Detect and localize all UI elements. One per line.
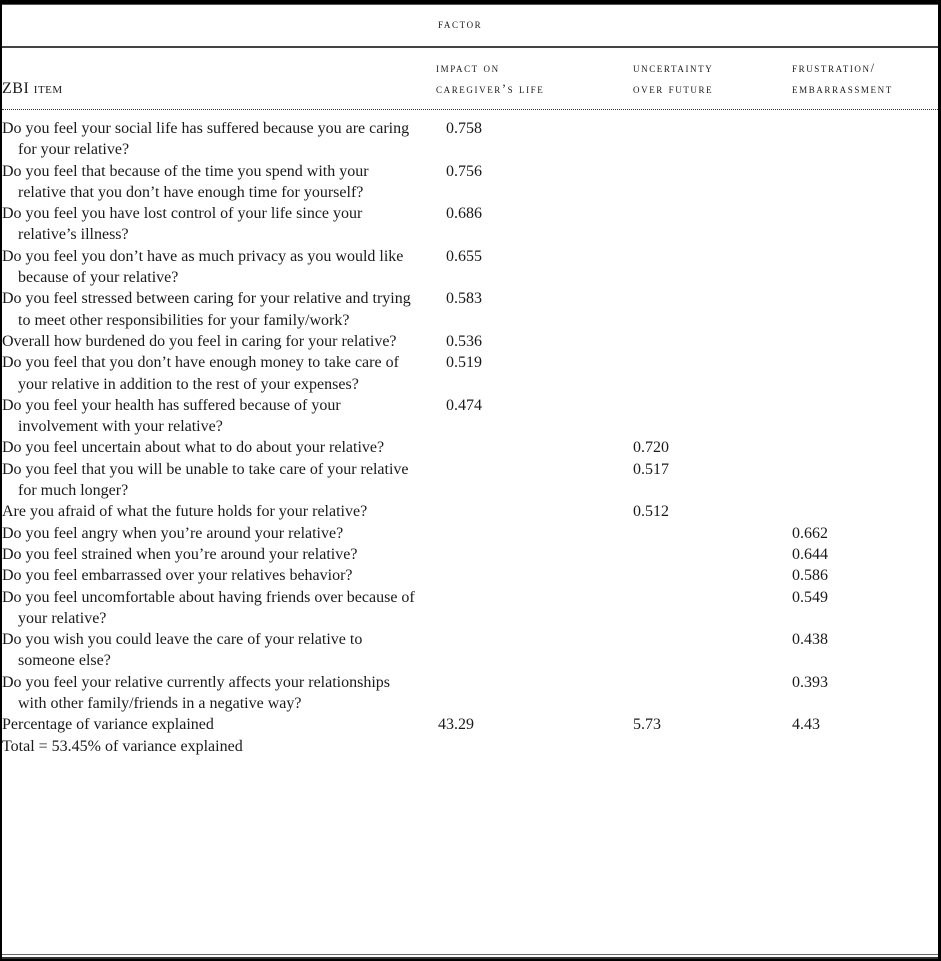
impact-loading: 43.29 [438, 716, 474, 734]
zbi-item-text: Overall how burdened do you feel in caring for your relative? [2, 332, 397, 350]
table-row [2, 672, 938, 715]
impact-loading: 0.474 [446, 396, 482, 414]
table-row [2, 331, 938, 352]
zbi-item-text: Are you afraid of what the future holds for your relative? [2, 503, 368, 521]
table-row [2, 118, 938, 161]
zbi-item-text: Do you feel your health has suffered because of your involvement with your relative? [2, 396, 341, 436]
column-header-line: uncertainty [633, 61, 714, 75]
zbi-item-text: Do you wish you could leave the care of your relative to someone else? [2, 631, 363, 670]
frustration-loading: 0.549 [792, 588, 828, 606]
zbi-item-text: Do you feel your social life has suffered because you are caring for your relative? [2, 120, 410, 159]
zbi-item-text: Do you feel strained when you’re around your relative? [2, 545, 358, 563]
column-header-zbi-item: ZBI item [2, 80, 63, 97]
bottom-rule-thick [2, 957, 938, 959]
table-row [2, 203, 938, 246]
frustration-loading: 0.586 [792, 567, 828, 585]
zbi-item-text: Do you feel angry when you’re around your relative? [2, 524, 344, 542]
zbi-item-text: Do you feel that because of the time you spend with your relative that you don’t have enough time for yourself? [2, 162, 369, 201]
zbi-item-text: Do you feel that you don’t have enough money to take care of your relative in addition to the rest of your expenses? [2, 354, 399, 393]
column-header-line: caregiver’s life [436, 82, 545, 96]
table-row [2, 437, 938, 458]
top-rule [2, 4, 938, 5]
table-row [2, 501, 938, 522]
column-header-line: impact on [436, 61, 500, 75]
table-page [2, 4, 938, 957]
impact-loading: 0.519 [446, 354, 482, 372]
factor-header: factor [438, 17, 483, 31]
zbi-item-text: Do you feel that you will be unable to take care of your relative for much longer? [2, 460, 409, 500]
frustration-loading: 0.438 [792, 631, 828, 649]
uncertainty-loading: 5.73 [633, 716, 661, 734]
header-dotted-rule [2, 109, 938, 110]
zbi-item-text: Do you feel your relative currently affects your relationships with other family/friends in a negative way? [2, 673, 391, 713]
frustration-loading: 0.644 [792, 545, 828, 563]
zbi-item-text: Do you feel uncertain about what to do about your relative? [2, 439, 385, 457]
impact-loading: 0.583 [446, 290, 482, 308]
column-header-impact [436, 58, 544, 100]
table-row [2, 629, 938, 672]
uncertainty-loading: 0.720 [633, 439, 669, 457]
frustration-loading: 4.43 [792, 716, 820, 734]
variance-row [2, 714, 938, 735]
uncertainty-loading: 0.517 [633, 460, 669, 478]
table-row [2, 161, 938, 204]
table-body [2, 118, 938, 757]
zbi-item-text: Do you feel embarrassed over your relatives behavior? [2, 567, 353, 585]
table-row [2, 395, 938, 438]
frustration-loading: 0.662 [792, 524, 828, 542]
table-row [2, 544, 938, 565]
bottom-rule [2, 954, 938, 955]
impact-loading: 0.536 [446, 332, 482, 350]
factor-rule [2, 46, 938, 48]
zbi-item-text: Do you feel you have lost control of your life since your relative’s illness? [2, 205, 363, 244]
table-row [2, 246, 938, 289]
variance-label: Percentage of variance explained [2, 716, 214, 734]
table-row [2, 352, 938, 395]
frustration-loading: 0.393 [792, 673, 828, 691]
zbi-item-text: Do you feel stressed between caring for your relative and trying to meet other responsibilities for your family/work? [2, 290, 411, 329]
zbi-item-text: Do you feel uncomfortable about having friends over because of your relative? [2, 588, 415, 627]
table-row [2, 459, 938, 502]
table-row [2, 565, 938, 586]
total-variance-row: Total = 53.45% of variance explained [2, 737, 243, 755]
impact-loading: 0.758 [446, 120, 482, 137]
column-header-uncertainty [633, 58, 713, 100]
column-header-line: embarrassment [792, 82, 893, 96]
column-header-line: over future [633, 82, 714, 96]
impact-loading: 0.655 [446, 247, 482, 265]
column-header-line: frustration/ [792, 61, 876, 75]
uncertainty-loading: 0.512 [633, 503, 669, 521]
impact-loading: 0.756 [446, 162, 482, 180]
table-row [2, 523, 938, 544]
table-row [2, 288, 938, 331]
column-header-frustration [792, 58, 893, 100]
zbi-item-text: Do you feel you don’t have as much privacy as you would like because of your relative? [2, 247, 404, 287]
table-row [2, 587, 938, 630]
impact-loading: 0.686 [446, 205, 482, 223]
